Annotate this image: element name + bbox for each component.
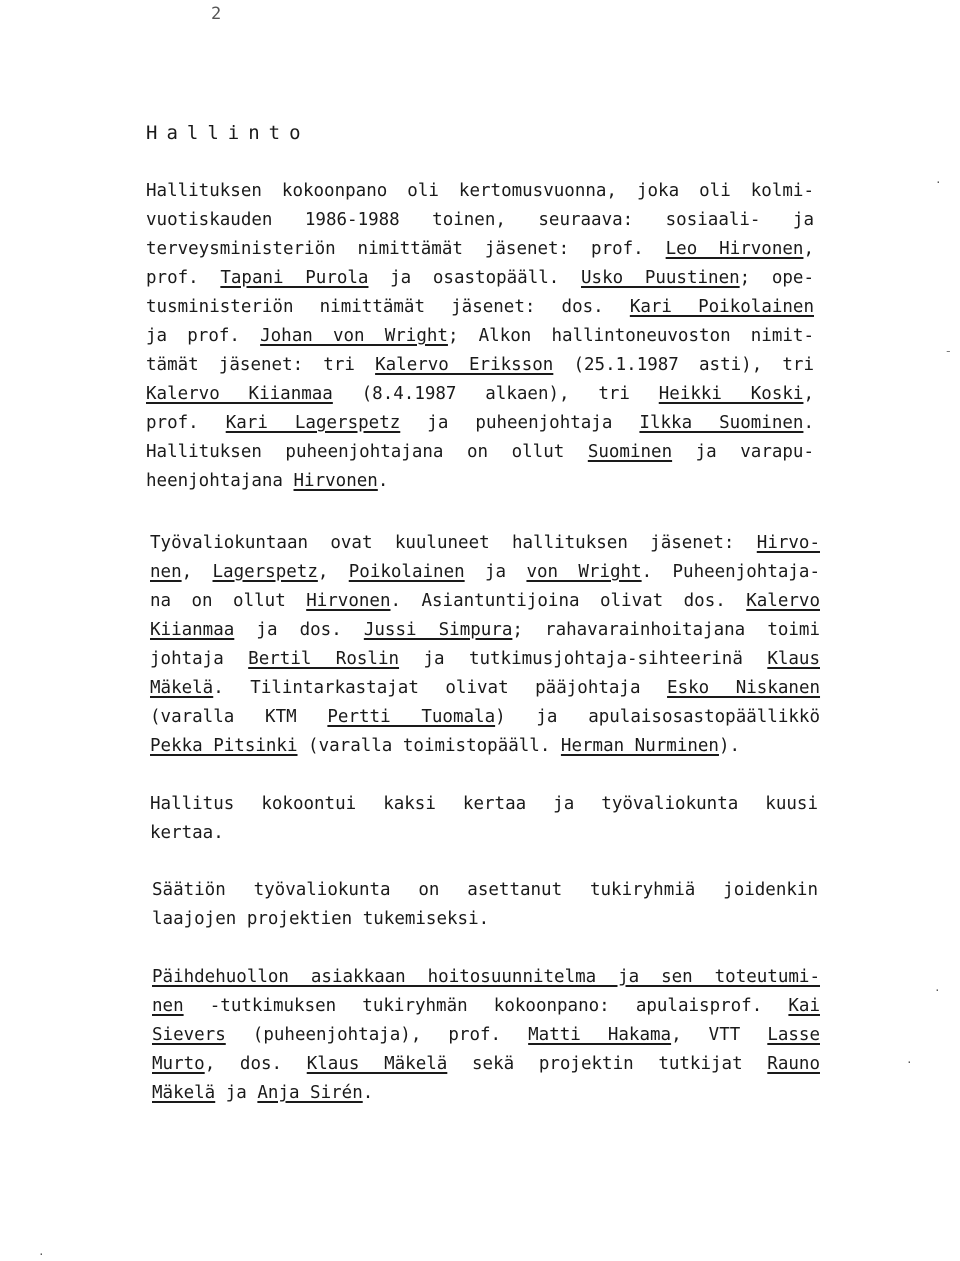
text-segment: ; ope- bbox=[739, 268, 814, 288]
text-segment: tusministeriön nimittämät jäsenet: dos. bbox=[146, 297, 630, 317]
text-segment: ; rahavarainhoitajana toimi bbox=[512, 620, 821, 640]
text-line bbox=[146, 380, 814, 409]
text-line bbox=[146, 438, 814, 467]
text-segment: . Puheenjohtaja- bbox=[641, 562, 820, 582]
underlined-text: Päihdehuollon asiakkaan hoitosuunnitelma ja sen toteutumi- bbox=[152, 967, 820, 987]
text-segment: . Tilintarkastajat olivat pääjohtaja bbox=[213, 678, 668, 698]
text-segment: prof. bbox=[146, 413, 226, 433]
text-segment: , bbox=[181, 562, 213, 582]
text-segment: . bbox=[362, 1083, 374, 1103]
underlined-text: Kalervo Eriksson bbox=[375, 355, 554, 375]
underlined-text: Mäkelä bbox=[152, 1083, 216, 1103]
underlined-text: Matti Hakama bbox=[528, 1025, 672, 1045]
scan-speck: · bbox=[934, 984, 941, 997]
paragraph-meetings bbox=[150, 790, 818, 848]
underlined-text: Heikki Koski bbox=[658, 384, 804, 404]
text-segment: ja osastopääll. bbox=[368, 268, 581, 288]
text-segment: johtaja bbox=[150, 649, 249, 669]
underlined-text: Kari Lagerspetz bbox=[225, 413, 401, 433]
text-segment: ). bbox=[718, 736, 741, 756]
text-line bbox=[146, 351, 814, 380]
underlined-text: Ilkka Suominen bbox=[639, 413, 804, 433]
underlined-text: von Wright bbox=[526, 562, 642, 582]
text-segment: ja puheenjohtaja bbox=[400, 413, 640, 433]
underlined-text: Mäkelä bbox=[150, 678, 214, 698]
paragraph-working-committee bbox=[150, 529, 820, 761]
text-segment: (varalla toimistopääll. bbox=[297, 736, 561, 756]
text-segment: ja bbox=[215, 1083, 258, 1103]
text-segment: ja tutkimusjohtaja-sihteerinä bbox=[399, 649, 768, 669]
section-heading: Hallinto bbox=[146, 122, 310, 144]
text-line bbox=[146, 264, 814, 293]
text-line bbox=[152, 1050, 820, 1079]
text-segment: heenjohtajana bbox=[146, 471, 294, 491]
underlined-text: Anja Sirén bbox=[257, 1083, 363, 1103]
underlined-text: Bertil Roslin bbox=[248, 649, 400, 669]
scan-speck: · bbox=[935, 176, 942, 189]
text-line bbox=[146, 409, 814, 438]
text-line bbox=[150, 645, 820, 674]
text-segment: ja bbox=[464, 562, 527, 582]
text-line bbox=[152, 905, 818, 934]
underlined-text: Jussi Simpura bbox=[363, 620, 513, 640]
text-segment: (puheenjohtaja), prof. bbox=[225, 1025, 529, 1045]
text-line bbox=[150, 529, 820, 558]
text-segment: ja varapu- bbox=[672, 442, 814, 462]
text-segment: , dos. bbox=[204, 1054, 307, 1074]
paragraph-study-support-group bbox=[152, 963, 820, 1108]
underlined-text: Herman Nurminen bbox=[560, 736, 719, 756]
underlined-text: Leo Hirvonen bbox=[665, 239, 804, 259]
text-line bbox=[146, 206, 814, 235]
underlined-text: Murto bbox=[152, 1054, 205, 1074]
text-segment: terveysministeriön nimittämät jäsenet: prof. bbox=[146, 239, 666, 259]
text-line bbox=[146, 235, 814, 264]
underlined-text: Suominen bbox=[587, 442, 673, 462]
text-segment: ja dos. bbox=[234, 620, 364, 640]
underlined-text: Tapani Purola bbox=[220, 268, 369, 288]
text-segment: vuotiskauden 1986-1988 toinen, seuraava: sosiaali- ja bbox=[146, 210, 814, 230]
text-segment: (8.4.1987 alkaen), tri bbox=[332, 384, 659, 404]
text-line bbox=[152, 992, 820, 1021]
underlined-text: Kalervo Kiianmaa bbox=[146, 384, 333, 404]
underlined-text: Kiianmaa bbox=[150, 620, 235, 640]
underlined-text: Kai bbox=[788, 996, 820, 1016]
text-segment: Hallituksen kokoonpano oli kertomusvuonna, joka oli kolmi- bbox=[146, 181, 814, 201]
paragraph-support-groups bbox=[152, 876, 818, 934]
text-segment: laajojen projektien tukemiseksi. bbox=[152, 909, 490, 929]
text-line bbox=[146, 467, 814, 496]
text-line bbox=[150, 819, 818, 848]
underlined-text: Rauno bbox=[767, 1054, 820, 1074]
underlined-text: Pekka Pitsinki bbox=[150, 736, 298, 756]
text-line bbox=[146, 293, 814, 322]
text-line bbox=[152, 963, 820, 992]
scan-speck: ˍ bbox=[945, 340, 952, 353]
underlined-text: Hirvonen bbox=[293, 471, 378, 491]
text-line bbox=[150, 558, 820, 587]
text-segment: kertaa. bbox=[150, 823, 224, 843]
text-segment: Säätiön työvaliokunta on asettanut tukiryhmiä joidenkin bbox=[152, 880, 818, 900]
text-segment: . Asiantuntijoina olivat dos. bbox=[390, 591, 747, 611]
text-segment: na on ollut bbox=[150, 591, 307, 611]
text-line bbox=[146, 322, 814, 351]
text-line bbox=[152, 1079, 820, 1108]
underlined-text: Lasse bbox=[767, 1025, 820, 1045]
text-segment: . bbox=[377, 471, 389, 491]
text-segment: prof. bbox=[146, 268, 221, 288]
text-line bbox=[150, 587, 820, 616]
text-segment: , VTT bbox=[671, 1025, 768, 1045]
text-line bbox=[150, 703, 820, 732]
underlined-text: Poikolainen bbox=[348, 562, 465, 582]
text-segment: (25.1.1987 asti), tri bbox=[553, 355, 815, 375]
underlined-text: Johan von Wright bbox=[260, 326, 448, 346]
text-segment: sekä projektin tutkijat bbox=[447, 1054, 768, 1074]
text-segment: Työvaliokuntaan ovat kuuluneet hallituksen jäsenet: bbox=[150, 533, 757, 553]
text-segment: ) ja apulaisosastopäällikkö bbox=[495, 707, 820, 727]
text-line bbox=[152, 876, 818, 905]
text-segment: -tutkimuksen tukiryhmän kokoonpano: apulaisprof. bbox=[183, 996, 789, 1016]
text-segment: , bbox=[317, 562, 349, 582]
paragraph-board-composition bbox=[146, 177, 814, 496]
underlined-text: nen bbox=[152, 996, 184, 1016]
underlined-text: Esko Niskanen bbox=[667, 678, 821, 698]
underlined-text: Lagerspetz bbox=[212, 562, 318, 582]
underlined-text: nen bbox=[150, 562, 182, 582]
underlined-text: Pertti Tuomala bbox=[327, 707, 496, 727]
text-line bbox=[146, 177, 814, 206]
text-segment: ; Alkon hallintoneuvoston nimit- bbox=[447, 326, 814, 346]
scan-speck: · bbox=[38, 1248, 45, 1261]
underlined-text: Sievers bbox=[152, 1025, 226, 1045]
text-line bbox=[150, 790, 818, 819]
text-segment: ja prof. bbox=[146, 326, 261, 346]
underlined-text: Usko Puustinen bbox=[581, 268, 740, 288]
underlined-text: Klaus bbox=[767, 649, 820, 669]
text-line bbox=[152, 1021, 820, 1050]
text-segment: Hallituksen puheenjohtajana on ollut bbox=[146, 442, 588, 462]
underlined-text: Hirvo- bbox=[756, 533, 820, 553]
text-segment: (varalla KTM bbox=[150, 707, 328, 727]
underlined-text: Hirvonen bbox=[306, 591, 391, 611]
page-number: 2 bbox=[211, 4, 222, 24]
text-segment: , bbox=[803, 384, 814, 404]
text-segment: Hallitus kokoontui kaksi kertaa ja työvaliokunta kuusi bbox=[150, 794, 818, 814]
text-segment: . bbox=[803, 413, 814, 433]
underlined-text: Kalervo bbox=[746, 591, 820, 611]
text-line bbox=[150, 674, 820, 703]
text-line bbox=[150, 732, 820, 761]
scan-speck: · bbox=[906, 1056, 913, 1069]
text-segment: , bbox=[803, 239, 814, 259]
underlined-text: Kari Poikolainen bbox=[629, 297, 814, 317]
text-segment: tämät jäsenet: tri bbox=[146, 355, 376, 375]
underlined-text: Klaus Mäkelä bbox=[306, 1054, 448, 1074]
text-line bbox=[150, 616, 820, 645]
